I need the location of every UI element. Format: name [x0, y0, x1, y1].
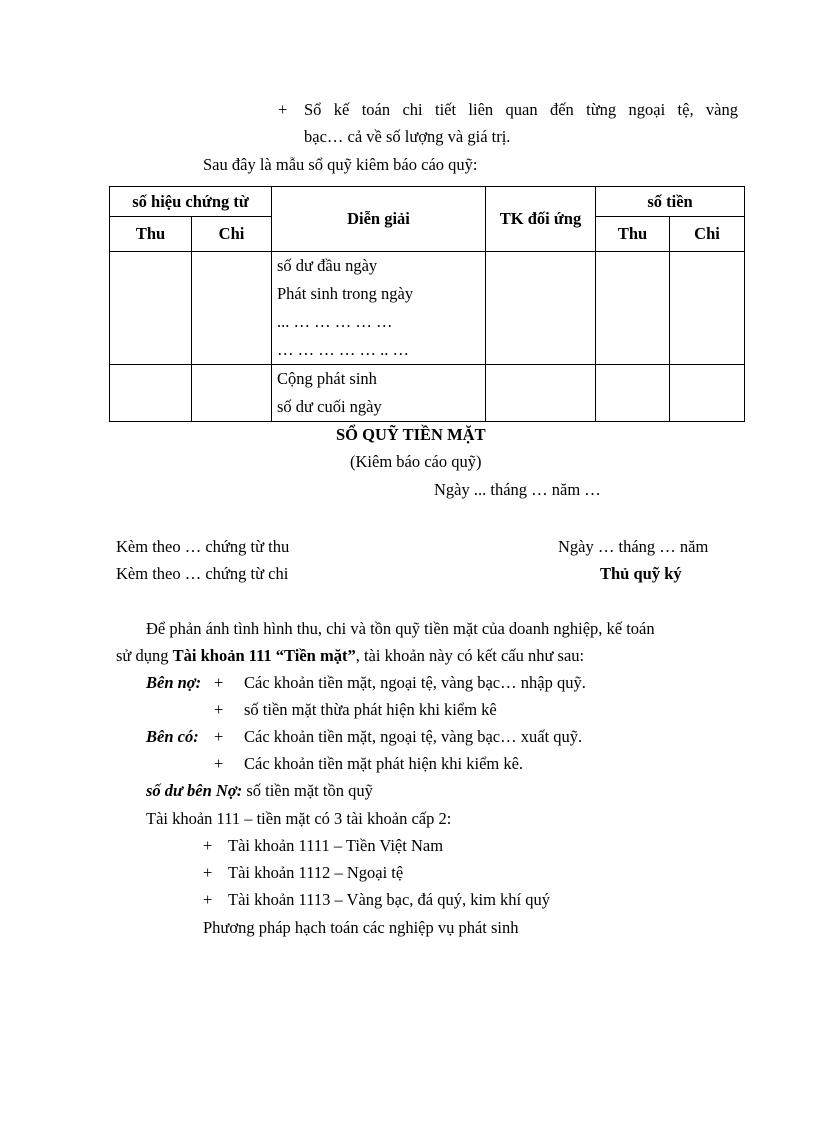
totals-cell	[272, 365, 486, 422]
credit-item-1: Các khoản tiền mặt, ngoại tệ, vàng bạc… xuất quỹ.	[244, 727, 583, 746]
cell-empty	[110, 252, 192, 365]
para1-line1: Để phản ánh tình hình thu, chi và tồn quỹ tiền mặt của doanh nghiệp, kế toán	[146, 619, 655, 638]
header-amount: số tiền	[596, 187, 745, 217]
bullet-plus: +	[214, 754, 224, 773]
subaccount-item: Tài khoản 1113 – Vàng bạc, đá quý, kim khí quý	[228, 890, 550, 909]
debit-item-1: Các khoản tiền mặt, ngoại tệ, vàng bạc… nhập quỹ.	[244, 673, 586, 692]
para1-line2-post: , tài khoản này có kết cấu như sau:	[355, 646, 585, 665]
subaccount-item: Tài khoản 1112 – Ngoại tệ	[228, 863, 404, 882]
intro-line-1	[278, 100, 738, 120]
bullet-plus: +	[214, 673, 224, 692]
subheader-voucher-in: Thu	[110, 217, 192, 252]
bullet-plus: +	[203, 863, 213, 882]
attach-out: Kèm theo … chứng từ chi	[116, 564, 289, 583]
cell-empty	[192, 252, 272, 365]
intro-line-2: bạc… cả về số lượng và giá trị.	[304, 127, 511, 146]
account-111-name: Tài khoản 111 “Tiền mặt”	[172, 646, 356, 665]
total-line: số dư cuối ngày	[277, 397, 382, 416]
credit-label: Bên có:	[146, 727, 199, 746]
bullet-plus: +	[214, 727, 224, 746]
cell-empty	[596, 252, 670, 365]
cell-empty	[192, 365, 272, 422]
intro-text-1: Sổ kế toán chi tiết liên quan đến từng ngoại tệ, vàng	[304, 100, 738, 119]
subheader-amount-out: Chi	[670, 217, 745, 252]
entries-cell	[272, 252, 486, 365]
subaccounts-intro: Tài khoản 111 – tiền mặt có 3 tài khoản cấp 2:	[146, 809, 452, 828]
sign-date: Ngày … tháng … năm	[558, 537, 709, 556]
total-line: Cộng phát sinh	[277, 369, 377, 388]
cash-ledger-table	[109, 186, 745, 422]
debit-label: Bên nợ:	[146, 673, 202, 692]
cell-empty	[110, 365, 192, 422]
para1-line2-pre: sử dụng	[116, 646, 173, 665]
method-line: Phương pháp hạch toán các nghiệp vụ phát sinh	[203, 918, 519, 937]
cell-empty	[486, 252, 596, 365]
entry-line: ... … … … … …	[277, 312, 393, 331]
bullet-plus: +	[203, 890, 213, 909]
balance-text: số tiền mặt tồn quỹ	[242, 781, 373, 800]
balance-line	[146, 781, 373, 801]
bullet-plus: +	[203, 836, 213, 855]
bullet-plus: +	[214, 700, 224, 719]
cell-empty	[486, 365, 596, 422]
header-counter-account: TK đối ứng	[486, 187, 596, 252]
header-voucher-number: số hiệu chứng từ	[110, 187, 272, 217]
balance-label: số dư bên Nợ:	[146, 781, 243, 800]
cell-empty	[670, 252, 745, 365]
form-date-line: Ngày ... tháng … năm …	[434, 480, 601, 499]
entry-line: … … … … … .. …	[277, 340, 409, 359]
header-description: Diễn giải	[272, 187, 486, 252]
subheader-voucher-out: Chi	[192, 217, 272, 252]
para1-line2	[116, 646, 584, 666]
form-subtitle: (Kiêm báo cáo quỹ)	[350, 452, 482, 471]
attach-in: Kèm theo … chứng từ thu	[116, 537, 290, 556]
debit-item-2: số tiền mặt thừa phát hiện khi kiểm kê	[244, 700, 497, 719]
signer-label: Thủ quỹ ký	[600, 564, 682, 583]
subheader-amount-in: Thu	[596, 217, 670, 252]
cell-empty	[596, 365, 670, 422]
cell-empty	[670, 365, 745, 422]
subaccount-item: Tài khoản 1111 – Tiền Việt Nam	[228, 836, 444, 855]
entry-line: Phát sinh trong ngày	[277, 284, 414, 303]
form-title: SỔ QUỸ TIỀN MẶT	[336, 425, 486, 444]
intro-line-3: Sau đây là mẫu sổ quỹ kiêm báo cáo quỹ:	[203, 155, 478, 174]
bullet-plus: +	[278, 100, 288, 119]
credit-item-2: Các khoản tiền mặt phát hiện khi kiểm kê.	[244, 754, 524, 773]
entry-line: số dư đầu ngày	[277, 256, 378, 275]
